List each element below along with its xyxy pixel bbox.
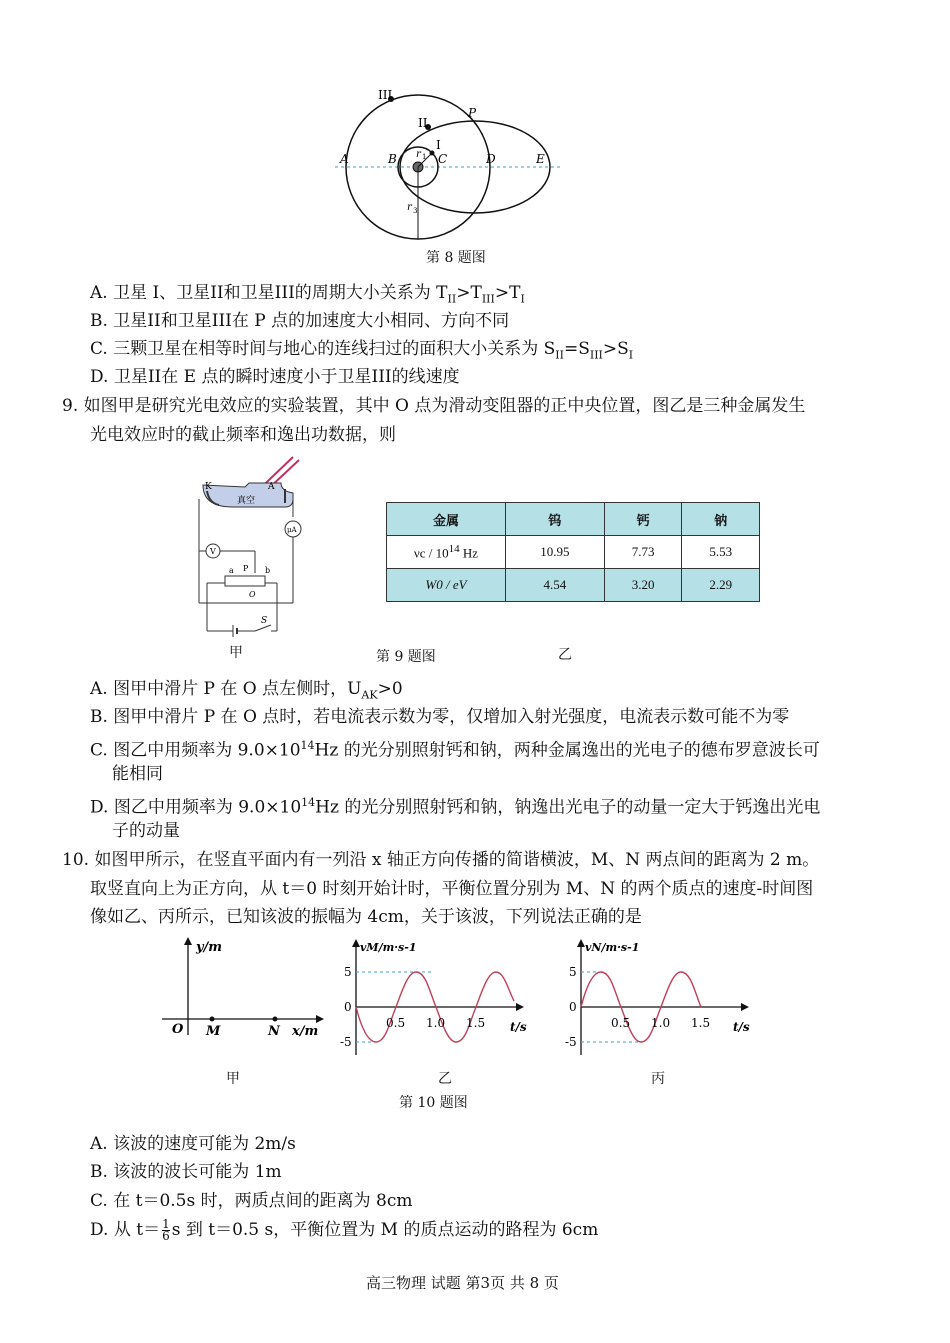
q9-option-a: A. 图甲中滑片 P 在 O 点左侧时，$U_{AK}>0$ [90, 679, 403, 702]
svg-text:y/m: y/m [196, 940, 223, 955]
label-vacuum: 真空 [237, 496, 256, 506]
svg-text:-5: -5 [565, 1035, 577, 1049]
q9-option-b: B. 图甲中滑片 P 在 O 点时，若电流表示数为零，仅增加入射光强度，电流表示数可能不为零 [90, 707, 790, 727]
fig8-orbit-diagram [330, 85, 570, 245]
q10-stem-line3: 像如乙、丙所示，已知该波的振幅为 4cm，关于该波，下列说法正确的是 [90, 907, 642, 927]
q9-option-d-cont: 子的动量 [112, 821, 180, 841]
page-footer: 高三物理 试题 第3页 共 8 页 [366, 1274, 559, 1292]
q10-fig-bing [555, 935, 755, 1065]
svg-text:x/m: x/m [292, 1024, 319, 1039]
svg-text:t/s: t/s [510, 1020, 527, 1034]
label-iii: III [378, 88, 393, 102]
svg-text:1.0: 1.0 [426, 1016, 446, 1030]
table-header: 钙 [604, 503, 682, 536]
svg-text:O: O [249, 590, 256, 599]
q8-option-d: D. 卫星II在 E 点的瞬时速度小于卫星III的线速度 [90, 367, 460, 387]
fig8-caption: 第 8 题图 [426, 250, 486, 266]
svg-text:S: S [261, 616, 268, 626]
q10-option-a: A. 该波的速度可能为 2m/s [90, 1134, 296, 1154]
svg-text:1.5: 1.5 [466, 1016, 486, 1030]
label-c: C [438, 152, 448, 166]
table-cell: 10.95 [506, 536, 605, 569]
q9-stem-line2: 光电效应时的截止频率和逸出功数据，则 [90, 425, 396, 445]
row-label: νc / $10^{14}$ Hz [387, 536, 506, 569]
label-a: A [268, 482, 275, 492]
svg-text:vN/m·s-1: vN/m·s-1 [585, 941, 640, 954]
table-cell: 7.73 [604, 536, 682, 569]
svg-text:O: O [172, 1022, 184, 1037]
svg-text:t/s: t/s [733, 1020, 750, 1034]
svg-text:3: 3 [413, 207, 418, 215]
svg-text:0.5: 0.5 [386, 1016, 406, 1030]
svg-text:M: M [206, 1024, 221, 1039]
q10-option-c: C. 在 t＝0.5s 时，两质点间的距离为 8cm [90, 1191, 413, 1211]
svg-text:1.0: 1.0 [651, 1016, 671, 1030]
table-cell: 4.54 [506, 569, 605, 602]
row-label: W0 / eV [387, 569, 506, 602]
voltmeter-label: V [210, 547, 216, 556]
q8-option-a: A. 卫星 I、卫星II和卫星III的周期大小关系为 $T_{II}>T_{III}>T_I$ [90, 283, 525, 306]
q10-fig-yi [330, 935, 530, 1065]
q9-stem-line1: 9. 如图甲是研究光电效应的实验装置，其中 O 点为滑动变阻器的正中央位置，图乙是三种金属发生 [62, 396, 806, 416]
svg-text:N: N [268, 1024, 280, 1039]
q9-caption: 第 9 题图 [376, 649, 436, 665]
svg-text:a: a [229, 566, 234, 575]
label-p: P [468, 106, 477, 120]
table-header: 钨 [506, 503, 605, 536]
q8-option-b: B. 卫星II和卫星III在 P 点的加速度大小相同、方向不同 [90, 311, 510, 331]
table-row [387, 536, 760, 569]
q9-metal-table [386, 502, 760, 602]
q10-tag-jia: 甲 [226, 1071, 240, 1087]
table-header-row [387, 503, 760, 536]
svg-text:b: b [265, 566, 271, 575]
svg-text:vM/m·s-1: vM/m·s-1 [360, 941, 417, 954]
table-header: 钠 [682, 503, 760, 536]
svg-text:1.5: 1.5 [691, 1016, 711, 1030]
label-ii: II [418, 116, 428, 130]
label-a: A [340, 152, 349, 166]
q10-stem-line2: 取竖直向上为正方向，从 t＝0 时刻开始计时，平衡位置分别为 M、N 的两个质点的速度-时间图 [90, 879, 814, 899]
label-i: I [436, 138, 441, 152]
table-cell: 5.53 [682, 536, 760, 569]
q10-fig-jia [160, 935, 330, 1040]
table-header: 金属 [387, 503, 506, 536]
q10-stem-line1: 10. 如图甲所示，在竖直平面内有一列沿 x 轴正方向传播的简谐横波，M、N 两点间的距离为 2 m。 [62, 850, 820, 870]
q9-option-c: C. 图乙中用频率为 $9.0\times 10^{14}Hz$ 的光分别照射钙和钠，两种金属逸出的光电子的德布罗意波长可 [90, 739, 820, 761]
label-r3: r [407, 202, 412, 213]
svg-text:5: 5 [344, 965, 352, 979]
q8-option-c: C. 三颗卫星在相等时间与地心的连线扫过的面积大小关系为 $S_{II}=S_{III}>S_I$ [90, 339, 634, 362]
q9-label-jia: 甲 [229, 645, 243, 661]
q10-caption: 第 10 题图 [399, 1095, 468, 1111]
svg-text:-5: -5 [340, 1035, 352, 1049]
q10-tag-yi: 乙 [438, 1071, 452, 1087]
label-b: B [388, 152, 397, 166]
label-r1: r [416, 149, 421, 160]
q10-option-d: D. 从 t＝ $\frac{1}{6}$ s 到 t＝0.5 s，平衡位置为 M 的质点运动的路程为 6cm [90, 1217, 599, 1243]
label-k: K [205, 482, 212, 492]
svg-text:P: P [243, 564, 249, 573]
table-cell: 3.20 [604, 569, 682, 602]
label-d: D [486, 152, 496, 166]
q9-label-yi: 乙 [558, 647, 572, 663]
q9-option-d: D. 图乙中用频率为 $9.0\times 10^{14}Hz$ 的光分别照射钙和钠，钠逸出光电子的动量一定大于钙逸出光电 [90, 796, 821, 818]
q9-option-c-cont: 能相同 [112, 764, 163, 784]
table-row [387, 569, 760, 602]
label-e: E [536, 152, 545, 166]
svg-text:1: 1 [422, 153, 427, 161]
svg-text:0.5: 0.5 [611, 1016, 631, 1030]
q10-option-b: B. 该波的波长可能为 1m [90, 1162, 282, 1182]
ammeter-label: μA [287, 526, 297, 534]
svg-text:5: 5 [569, 965, 577, 979]
q9-apparatus-diagram [185, 455, 305, 640]
q10-tag-bing: 丙 [651, 1071, 665, 1087]
table-cell: 2.29 [682, 569, 760, 602]
svg-text:0: 0 [569, 1000, 577, 1014]
svg-text:0: 0 [344, 1000, 352, 1014]
